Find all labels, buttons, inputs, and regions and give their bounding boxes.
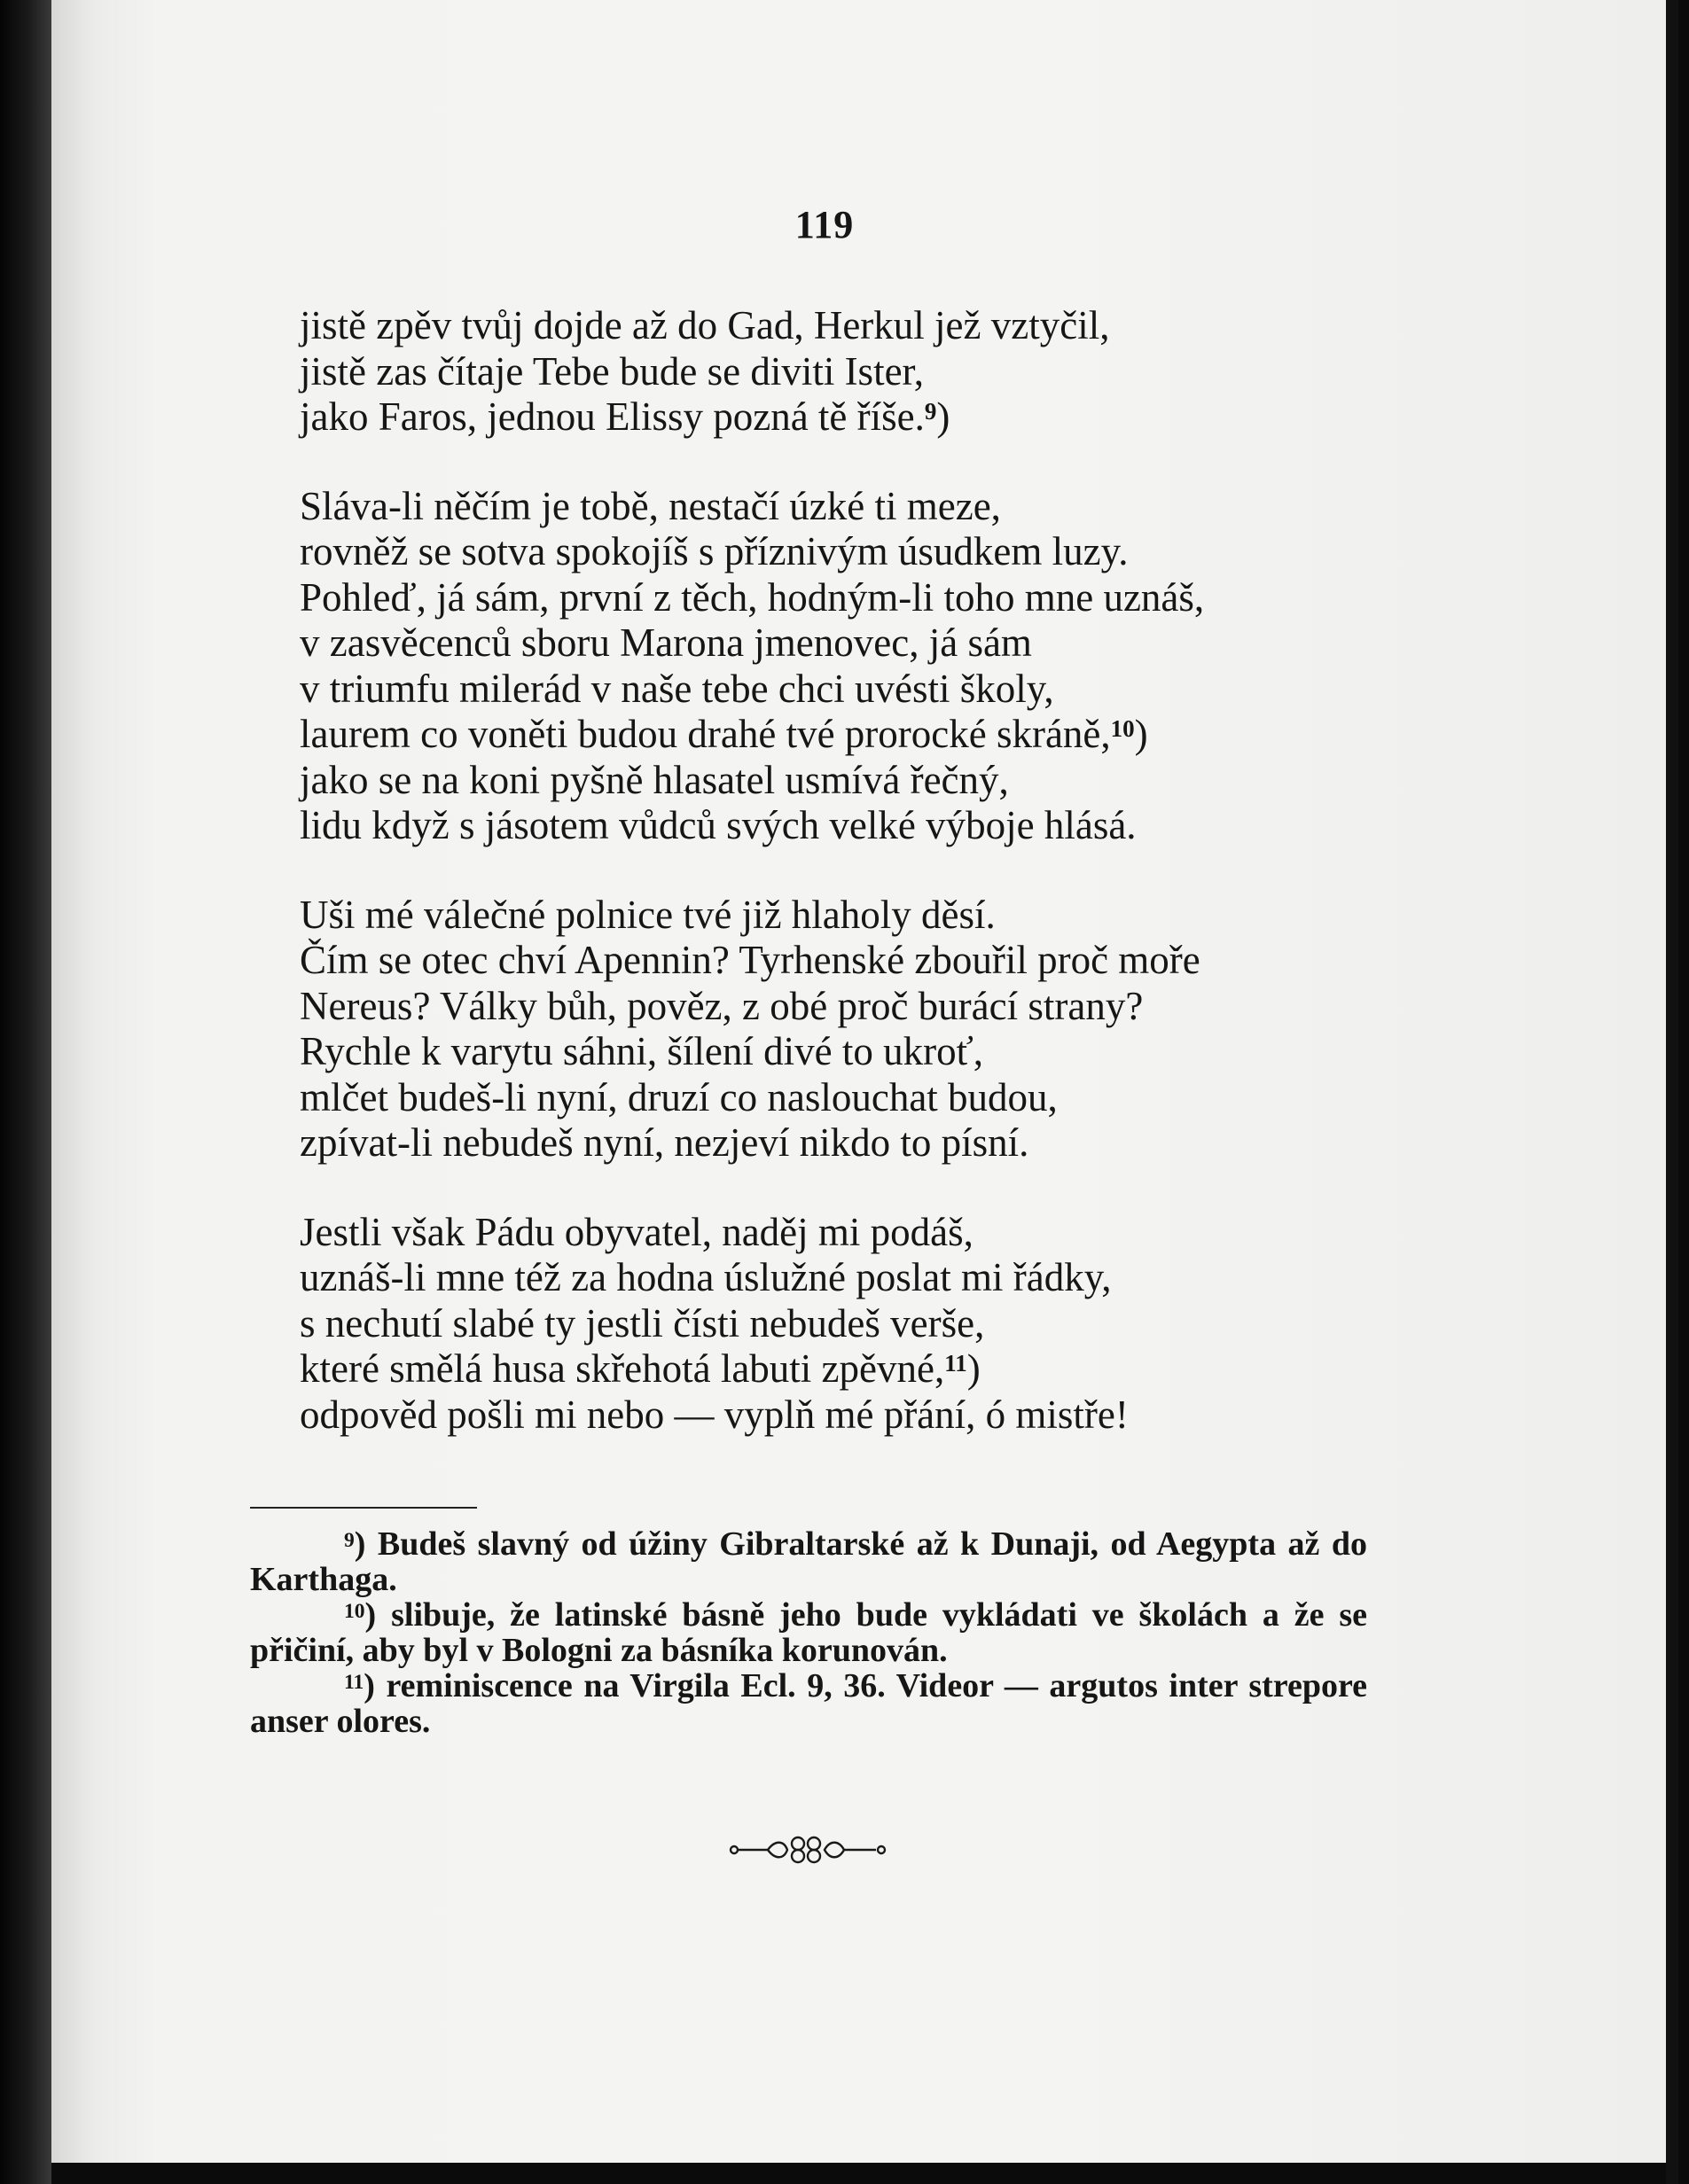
verse-line-text: Sláva-li něčím je tobě, nestačí úzké ti meze, — [300, 483, 1001, 528]
footnote-marker-paren: ) — [1134, 712, 1148, 756]
verse-line-text: Pohleď, já sám, první z těch, hodným-li toho mne uznáš, — [300, 574, 1205, 620]
verse-line — [300, 758, 1452, 804]
footnote-marker: 9 — [924, 398, 937, 425]
verse-line-text: Rychle k varytu sáhni, šílení divé to ukroť, — [300, 1029, 984, 1073]
footnote-rule — [250, 1507, 477, 1509]
verse-line-text: v triumfu milerád v naše tebe chci uvésti školy, — [300, 666, 1054, 711]
verse-line-text: jistě zpěv tvůj dojde až do Gad, Herkul jež vztyčil, — [300, 303, 1110, 347]
footnotes — [250, 1526, 1367, 1739]
verse-line — [300, 1392, 1452, 1439]
verse-line — [300, 394, 1452, 441]
footnote: $^{11}$) reminiscence na Virgila Ecl. 9, 36. Videor — argutos inter strepore anser olores. — [250, 1667, 1368, 1740]
verse-line — [300, 349, 1452, 395]
verse-line — [300, 1301, 1452, 1347]
stanza — [300, 303, 1452, 441]
verse-line — [300, 1255, 1452, 1301]
verse-line — [300, 1120, 1452, 1166]
page-right-shadow — [1666, 0, 1678, 2184]
verse-line-text: které smělá husa skřehotá labuti zpěvné, — [300, 1346, 945, 1391]
stanza — [300, 484, 1452, 849]
verse-line-text: s nechutí slabé ty jestli čísti nebudeš verše, — [300, 1300, 985, 1346]
verse-line — [300, 667, 1452, 713]
verse-line-text: lidu když s jásotem vůdců svých velké výboje hlásá. — [300, 803, 1137, 847]
footnote-text: Budeš slavný od úžiny Gibraltarské až k Dunaji, od Aegypta až do Karthaga. — [250, 1525, 1367, 1598]
verse-line — [300, 1346, 1452, 1392]
verse-line — [300, 938, 1452, 984]
poem-body — [300, 303, 1452, 1481]
verse-line-text: mlčet budeš-li nyní, druzí co naslouchat budou, — [300, 1074, 1058, 1119]
footnote-marker-paren: ) — [966, 1346, 981, 1391]
verse-line — [300, 529, 1452, 575]
verse-line — [300, 484, 1452, 530]
footnote-marker: 10 — [1110, 715, 1135, 742]
footnote-number: 10 — [344, 1600, 365, 1623]
stanza — [300, 893, 1452, 1166]
verse-line-text: Nereus? Války bůh, pověz, z obé proč burácí strany? — [300, 983, 1144, 1028]
ornament-dot-left — [731, 1846, 738, 1853]
verse-line-text: Jestli však Pádu obyvatel, naděj mi podáš, — [300, 1209, 974, 1254]
verse-line — [300, 303, 1452, 349]
verse-line — [300, 803, 1452, 849]
verse-line-text: Uši mé válečné polnice tvé již hlaholy děsí. — [300, 892, 996, 937]
verse-line-text: laurem co voněti budou drahé tvé prorocké skráně, — [300, 712, 1111, 756]
verse-line-text: jako se na koni pyšně hlasatel usmívá řečný, — [300, 757, 1009, 802]
verse-line — [300, 984, 1452, 1030]
book-binding-edge — [0, 0, 51, 2184]
verse-line — [300, 575, 1452, 621]
verse-line — [300, 893, 1452, 939]
verse-line-text: Čím se otec chví Apennin? Tyrhenské zbouřil proč moře — [300, 938, 1200, 982]
verse-line — [300, 620, 1452, 667]
footnote-number: 9 — [344, 1529, 355, 1552]
verse-line-text: uznáš-li mne též za hodna úslužné poslat mi řádky, — [300, 1255, 1112, 1299]
verse-line-text: rovněž se sotva spokojíš s příznivým úsudkem luzy. — [300, 529, 1129, 573]
stanza — [300, 1210, 1452, 1439]
footnote: $^{10}$) slibuje, že latinské básně jeho bude vykládati ve školách a že se přičiní, aby byl v Bologni za básníka korunován. — [250, 1596, 1368, 1669]
verse-line — [300, 1029, 1452, 1075]
verse-line-text: jistě zas čítaje Tebe bude se diviti Ister, — [300, 348, 924, 394]
footnote-marker: 11 — [944, 1350, 967, 1377]
page-number: 119 — [794, 203, 855, 246]
footnote-text: reminiscence na Virgila Ecl. 9, 36. Videor — argutos inter strepore anser olores. — [250, 1667, 1368, 1740]
verse-line-text: v zasvěcenců sboru Marona jmenovec, já sám — [300, 620, 1032, 665]
footnote-marker-paren: ) — [936, 394, 950, 439]
verse-line — [300, 1210, 1452, 1256]
ornament-dot-right — [878, 1846, 885, 1853]
end-ornament — [729, 1833, 888, 1867]
verse-line-text: zpívat-li nebudeš nyní, nezjeví nikdo to písní. — [300, 1120, 1029, 1165]
verse-line — [300, 1075, 1452, 1121]
footnote: $^9$) Budeš slavný od úžiny Gibraltarské až k Dunaji, od Aegypta až do Karthaga. — [250, 1525, 1367, 1598]
footnote-text: slibuje, že latinské básně jeho bude vykládati ve školách a že se přičiní, aby byl v Bologni za básníka korunován. — [250, 1596, 1368, 1669]
verse-line — [300, 712, 1452, 758]
verse-line-text: odpověd pošli mi nebo — vyplň mé přání, ó mistře! — [300, 1392, 1129, 1437]
verse-line-text: jako Faros, jednou Elissy pozná tě říše. — [300, 394, 925, 439]
footnote-number: 11 — [344, 1671, 364, 1694]
